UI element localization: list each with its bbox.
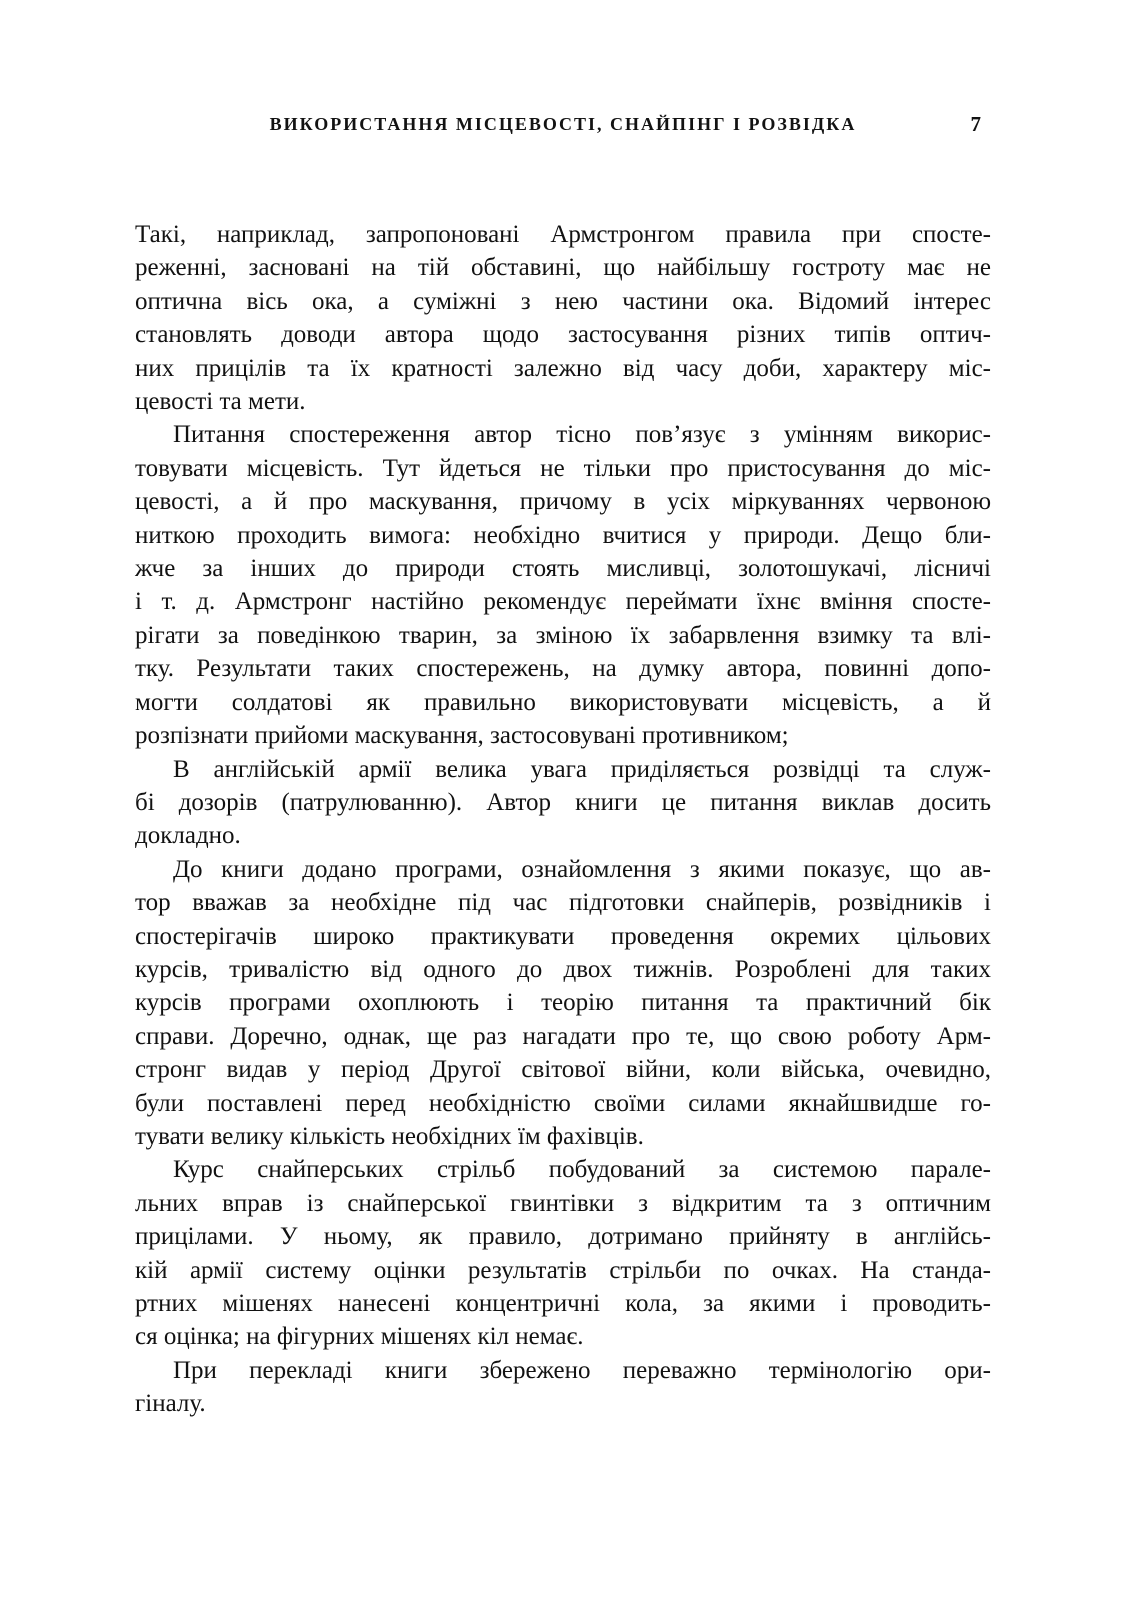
text-line: тку. Результати таких спостережень, на думку автора, повинні допо- — [135, 655, 991, 683]
text-line: і т. д. Армстронг настійно рекомендує переймати їхнє вміння спосте- — [135, 588, 991, 616]
paragraph — [135, 1354, 991, 1421]
text-line: ся оцінка; на фігурних мішенях кіл немає. — [135, 1323, 584, 1351]
text-line: були поставлені перед необхідністю своїми силами якнайшвидше го- — [135, 1089, 991, 1117]
text-line: бі дозорів (патрулюванню). Автор книги це питання виклав досить — [135, 788, 991, 816]
page-number: 7 — [970, 112, 981, 136]
text-line: ртних мішенях нанесені концентричні кола, за якими і проводить- — [135, 1290, 991, 1317]
text-line: них прицілів та їх кратності залежно від часу доби, характеру міс- — [135, 354, 991, 382]
text-line: могти солдатові як правильно використовувати місцевість, а й — [135, 688, 991, 716]
text-line: цевості, а й про маскування, причому в усіх міркуваннях червоною — [135, 488, 991, 516]
text-line: Такі, наприклад, запропоновані Армстронгом правила при спосте- — [135, 221, 991, 248]
text-line: льних вправ із снайперської гвинтівки з відкритим та з оптичним — [135, 1189, 991, 1217]
text-line: При перекладі книги збережено переважно термінологію ори- — [173, 1356, 991, 1384]
text-line: В англійській армії велика увага приділяється розвідці та служ- — [173, 755, 991, 783]
paragraph — [135, 1153, 991, 1353]
text-line: гіналу. — [135, 1390, 206, 1418]
text-line: тор вважав за необхідне під час підготовки снайперів, розвідників і — [135, 889, 991, 917]
text-line: жче за інших до природи стоять мисливці, золотошукачі, лісничі — [135, 555, 991, 583]
text-line: оптична вісь ока, а суміжні з нею частини ока. Відомий інтерес — [135, 287, 991, 315]
text-line: реженні, засновані на тій обставині, що найбільшу гостроту має не — [135, 254, 991, 282]
text-line: кій армії систему оцінки результатів стрільби по очках. На станда- — [135, 1256, 991, 1284]
text-line: спостерігачів широко практикувати проведення окремих цільових — [135, 922, 991, 950]
text-line: курсів, тривалістю від одного до двох тижнів. Розроблені для таких — [135, 955, 991, 983]
text-line: ниткою проходить вимога: необхідно вчитися у природи. Дещо бли- — [135, 521, 991, 549]
text-line: рігати за поведінкою тварин, за зміною їх забарвлення взимку та влі- — [135, 621, 991, 649]
running-header — [135, 112, 991, 140]
chapter-title: ВИКОРИСТАННЯ МІСЦЕВОСТІ, СНАЙПІНГ І РОЗВІДКА — [269, 114, 857, 134]
text-line: До книги додано програми, ознайомлення з якими показує, що ав- — [173, 855, 991, 883]
text-line: Питання спостереження автор тісно пов’язує з умінням викорис- — [173, 421, 991, 449]
text-line: тувати велику кількість необхідних їм фахівців. — [135, 1122, 644, 1150]
text-line: товувати місцевість. Тут йдеться не тільки про пристосування до міс- — [135, 454, 991, 482]
text-line: розпізнати прийоми маскування, застосовувані противником; — [135, 722, 789, 750]
text-line: справи. Доречно, однак, ще раз нагадати про те, що свою роботу Арм- — [135, 1022, 991, 1050]
body-text — [135, 218, 991, 1421]
text-line: стронг видав у період Другої світової війни, коли війська, очевидно, — [135, 1056, 991, 1084]
text-line: прицілами. У ньому, як правило, дотримано прийняту в англійсь- — [135, 1223, 991, 1251]
text-line: докладно. — [135, 822, 241, 850]
paragraph — [135, 853, 991, 1154]
text-line: становлять доводи автора щодо застосування різних типів оптич- — [135, 321, 991, 349]
text-line: курсів програми охоплюють і теорію питання та практичний бік — [135, 989, 991, 1017]
text-line: цевості та мети. — [135, 388, 306, 416]
paragraph — [135, 218, 991, 418]
paragraph — [135, 418, 991, 752]
text-line: Курс снайперських стрільб побудований за системою парале- — [173, 1156, 991, 1184]
paragraph — [135, 753, 991, 853]
